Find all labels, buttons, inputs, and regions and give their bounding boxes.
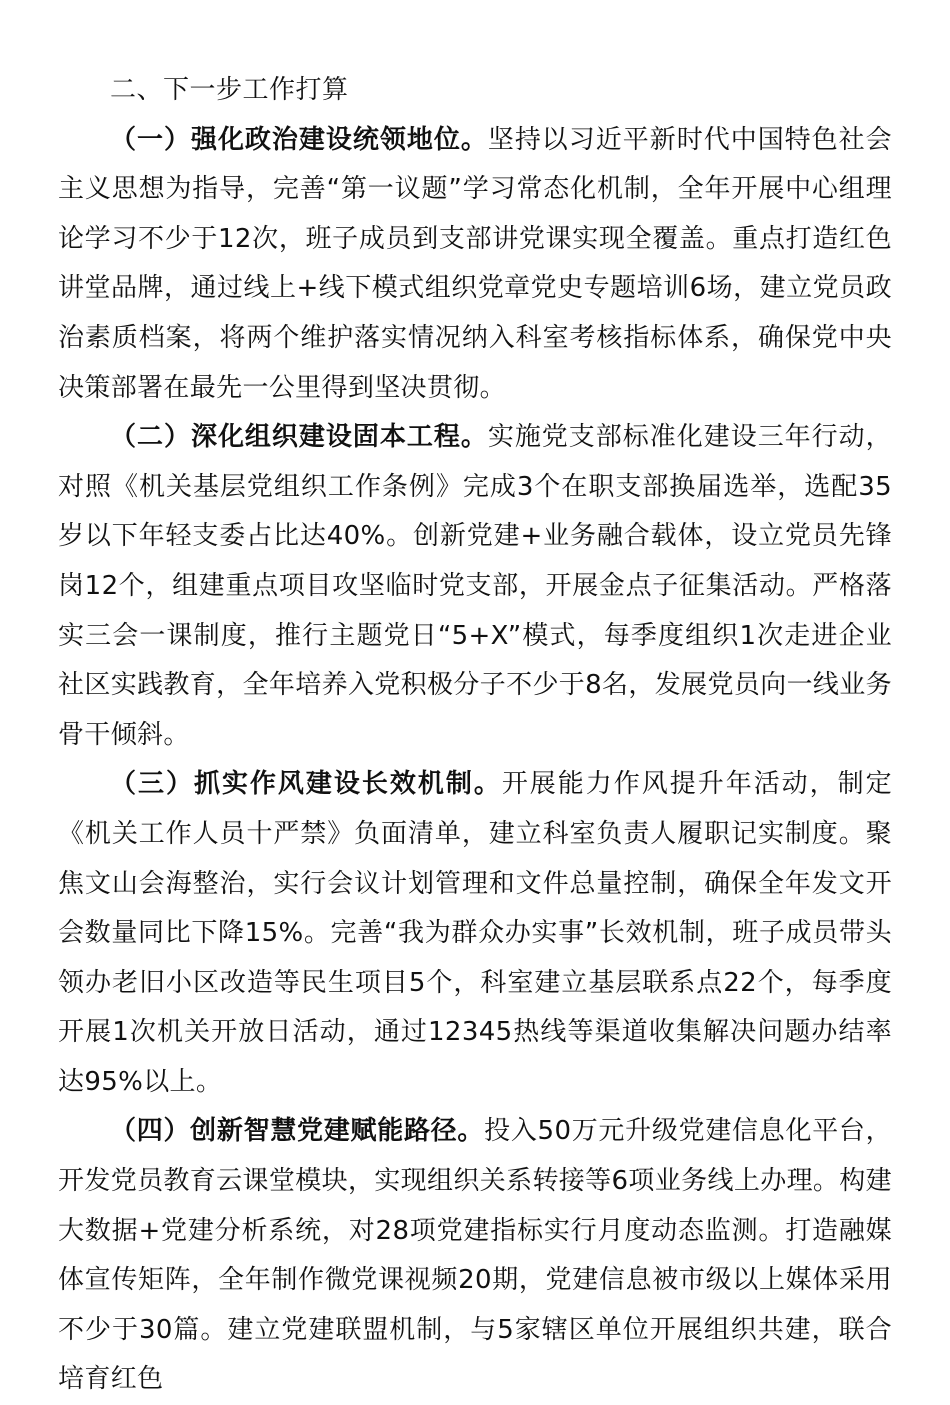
paragraph-4 xyxy=(58,1107,892,1405)
paragraph-2 xyxy=(58,413,892,760)
paragraph-3 xyxy=(58,760,892,1107)
paragraph-2-text: 实施党支部标准化建设三年行动，对照《机关基层党组织工作条例》完成3个在职支部换届选举，选配35岁以下年轻支委占比达40%。创新党建+业务融合载体，设立党员先锋岗12个，组建重点项目攻坚临时党支部，开展金点子征集活动。严格落实三会一课制度，推行主题党日“5+X”模式，每季度组织1次走进企业社区实践教育，全年培养入党积极分子不少于8名，发展党员向一线业务骨干倾斜。 xyxy=(58,422,892,750)
paragraph-2-heading: （二）深化组织建设固本工程。 xyxy=(110,422,488,453)
paragraph-3-text: 开展能力作风提升年活动，制定《机关工作人员十严禁》负面清单，建立科室负责人履职记实制度。聚焦文山会海整治，实行会议计划管理和文件总量控制，确保全年发文开会数量同比下降15%。完善“我为群众办实事”长效机制，班子成员带头领办老旧小区改造等民生项目5个，科室建立基层联系点22个，每季度开展1次机关开放日活动，通过12345热线等渠道收集解决问题办结率达95%以上。 xyxy=(58,769,892,1097)
paragraph-3-heading: （三）抓实作风建设长效机制。 xyxy=(110,769,502,800)
paragraph-4-heading: （四）创新智慧党建赋能路径。 xyxy=(110,1116,485,1147)
paragraph-1 xyxy=(58,116,892,414)
paragraph-1-text: 坚持以习近平新时代中国特色社会主义思想为指导，完善“第一议题”学习常态化机制，全年开展中心组理论学习不少于12次，班子成员到支部讲党课实现全覆盖。重点打造红色讲堂品牌，通过线上+线下模式组织党章党史专题培训6场，建立党员政治素质档案，将两个维护落实情况纳入科室考核指标体系，确保党中央决策部署在最先一公里得到坚决贯彻。 xyxy=(58,124,892,403)
document-body xyxy=(58,66,892,1405)
section-heading: 二、下一步工作打算 xyxy=(110,75,349,105)
paragraph-4-text: 投入50万元升级党建信息化平台，开发党员教育云课堂模块，实现组织关系转接等6项业务线上办理。构建大数据+党建分析系统，对28项党建指标实行月度动态监测。打造融媒体宣传矩阵，全年制作微党课视频20期，党建信息被市级以上媒体采用不少于30篇。建立党建联盟机制，与5家辖区单位开展组织共建，联合培育红色 xyxy=(58,1116,892,1395)
paragraph-1-heading: （一）强化政治建设统领地位。 xyxy=(110,124,488,155)
